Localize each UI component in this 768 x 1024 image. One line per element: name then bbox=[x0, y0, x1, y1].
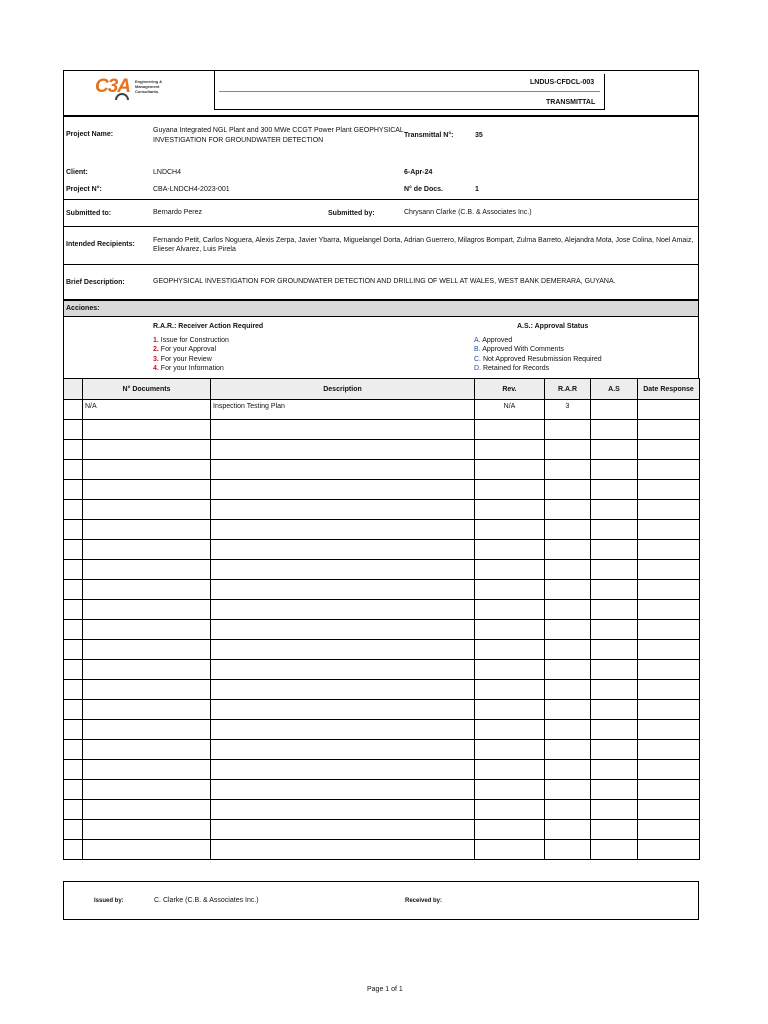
table-cell bbox=[591, 520, 638, 540]
issued-by-label: Issued by: bbox=[94, 898, 124, 904]
as-item: D. Retained for Records bbox=[474, 365, 550, 372]
table-cell: N/A bbox=[83, 400, 211, 420]
table-cell bbox=[638, 640, 700, 660]
table-cell bbox=[545, 580, 591, 600]
table-cell bbox=[475, 820, 545, 840]
table-cell bbox=[83, 780, 211, 800]
table-cell bbox=[591, 760, 638, 780]
table-cell bbox=[475, 500, 545, 520]
table-cell bbox=[545, 440, 591, 460]
table-cell bbox=[545, 740, 591, 760]
table-cell bbox=[591, 440, 638, 460]
table-row bbox=[64, 540, 700, 560]
table-cell bbox=[64, 420, 83, 440]
table-cell bbox=[64, 500, 83, 520]
table-cell bbox=[591, 740, 638, 760]
issued-by-value: C. Clarke (C.B. & Associates Inc.) bbox=[154, 897, 259, 904]
table-cell bbox=[64, 760, 83, 780]
docs-count-value: 1 bbox=[475, 186, 479, 193]
table-cell bbox=[545, 760, 591, 780]
header-divider bbox=[214, 70, 215, 110]
table-cell bbox=[591, 820, 638, 840]
table-row bbox=[64, 800, 700, 820]
table-cell bbox=[545, 720, 591, 740]
project-name-line-1: Guyana Integrated NGL Plant and 300 MWe CCGT Power Plant GEOPHYSICAL bbox=[153, 127, 404, 134]
table-row bbox=[64, 480, 700, 500]
table-cell bbox=[638, 580, 700, 600]
table-cell bbox=[83, 500, 211, 520]
table-cell bbox=[638, 780, 700, 800]
table-cell bbox=[638, 460, 700, 480]
table-cell bbox=[545, 540, 591, 560]
project-no-label: Project N°: bbox=[66, 186, 102, 193]
table-cell bbox=[591, 500, 638, 520]
table-cell bbox=[545, 620, 591, 640]
table-cell bbox=[211, 540, 475, 560]
table-cell bbox=[638, 800, 700, 820]
table-cell bbox=[591, 660, 638, 680]
table-cell bbox=[475, 740, 545, 760]
table-cell bbox=[591, 720, 638, 740]
table-cell bbox=[64, 780, 83, 800]
submitted-by-label: Submitted by: bbox=[328, 210, 375, 217]
table-cell bbox=[475, 520, 545, 540]
table-cell bbox=[545, 800, 591, 820]
table-cell bbox=[83, 540, 211, 560]
table-cell bbox=[475, 660, 545, 680]
table-cell bbox=[211, 680, 475, 700]
table-cell bbox=[545, 420, 591, 440]
table-cell bbox=[64, 800, 83, 820]
as-title: A.S.: Approval Status bbox=[517, 323, 589, 330]
table-cell bbox=[475, 680, 545, 700]
table-cell bbox=[83, 760, 211, 780]
table-cell bbox=[211, 840, 475, 860]
table-row bbox=[64, 420, 700, 440]
table-cell bbox=[638, 440, 700, 460]
table-cell bbox=[211, 500, 475, 520]
table-cell bbox=[211, 520, 475, 540]
table-cell bbox=[64, 720, 83, 740]
table-cell bbox=[64, 740, 83, 760]
as-item: B. Approved With Comments bbox=[474, 346, 564, 353]
description-value: GEOPHYSICAL INVESTIGATION FOR GROUNDWATER DETECTION AND DRILLING OF WELL AT WALES, WEST BANK DEMERARA, GUYANA. bbox=[153, 278, 616, 285]
table-cell bbox=[211, 420, 475, 440]
table-cell bbox=[64, 680, 83, 700]
table-row bbox=[64, 680, 700, 700]
header-inner-line bbox=[219, 91, 600, 92]
actions-label: Acciones: bbox=[66, 305, 100, 312]
received-by-label: Received by: bbox=[405, 898, 443, 904]
table-cell bbox=[64, 820, 83, 840]
table-cell bbox=[545, 840, 591, 860]
company-logo bbox=[95, 77, 175, 101]
table-cell bbox=[475, 620, 545, 640]
table-cell bbox=[638, 660, 700, 680]
table-cell: N/A bbox=[475, 400, 545, 420]
table-row bbox=[64, 660, 700, 680]
table-cell bbox=[638, 620, 700, 640]
table-cell bbox=[64, 520, 83, 540]
project-no-value: CBA-LNDCH4-2023-001 bbox=[153, 186, 230, 193]
table-cell bbox=[64, 640, 83, 660]
table-row bbox=[64, 440, 700, 460]
table-row bbox=[64, 600, 700, 620]
table-cell bbox=[64, 840, 83, 860]
table-row bbox=[64, 720, 700, 740]
rar-item: 3. For your Review bbox=[153, 356, 212, 363]
table-cell bbox=[83, 600, 211, 620]
table-cell bbox=[64, 540, 83, 560]
description-label: Brief Description: bbox=[66, 279, 125, 286]
table-cell bbox=[83, 480, 211, 500]
header-divider-right bbox=[604, 74, 605, 110]
document-type: TRANSMITTAL bbox=[546, 99, 596, 106]
table-cell bbox=[64, 440, 83, 460]
logo-caption-3: Consultants. bbox=[135, 89, 160, 94]
table-cell bbox=[638, 820, 700, 840]
table-cell bbox=[211, 820, 475, 840]
table-cell bbox=[545, 820, 591, 840]
table-cell bbox=[638, 420, 700, 440]
logo-caption-2: Management bbox=[135, 84, 160, 89]
table-cell bbox=[83, 680, 211, 700]
column-header: A.S bbox=[591, 379, 638, 400]
table-cell bbox=[638, 560, 700, 580]
table-cell bbox=[475, 840, 545, 860]
rar-title: R.A.R.: Receiver Action Required bbox=[153, 323, 264, 330]
table-cell bbox=[211, 720, 475, 740]
table-cell bbox=[475, 600, 545, 620]
table-cell: 3 bbox=[545, 400, 591, 420]
table-cell bbox=[545, 500, 591, 520]
table-cell bbox=[211, 560, 475, 580]
table-cell bbox=[591, 700, 638, 720]
table-cell bbox=[211, 660, 475, 680]
table-cell bbox=[591, 480, 638, 500]
as-item: A. Approved bbox=[474, 337, 513, 344]
table-cell bbox=[475, 760, 545, 780]
table-cell bbox=[64, 660, 83, 680]
table-cell bbox=[591, 400, 638, 420]
table-cell bbox=[475, 540, 545, 560]
actions-bar bbox=[63, 300, 699, 317]
table-row bbox=[64, 400, 700, 420]
project-name-line-2: INVESTIGATION FOR GROUNDWATER DETECTION bbox=[153, 137, 324, 144]
rar-item: 2. For your Approval bbox=[153, 346, 217, 353]
document-code: LNDUS-CFDCL-003 bbox=[530, 79, 595, 86]
table-row bbox=[64, 560, 700, 580]
client-value: LNDCH4 bbox=[153, 169, 182, 176]
project-name-label: Project Name: bbox=[66, 131, 114, 138]
table-cell bbox=[475, 780, 545, 800]
table-cell bbox=[64, 560, 83, 580]
table-cell bbox=[83, 620, 211, 640]
table-cell bbox=[638, 700, 700, 720]
table-cell bbox=[64, 700, 83, 720]
table-cell bbox=[545, 700, 591, 720]
table-cell bbox=[64, 600, 83, 620]
table-row bbox=[64, 640, 700, 660]
table-cell bbox=[591, 460, 638, 480]
table-row bbox=[64, 740, 700, 760]
table-cell bbox=[545, 460, 591, 480]
table-cell bbox=[638, 840, 700, 860]
table-cell bbox=[591, 580, 638, 600]
table-cell bbox=[83, 840, 211, 860]
table-cell bbox=[64, 480, 83, 500]
table-cell bbox=[83, 520, 211, 540]
table-cell bbox=[64, 620, 83, 640]
transmittal-value: 35 bbox=[475, 132, 483, 139]
rar-item: 1. Issue for Construction bbox=[153, 337, 229, 344]
submitted-to-label: Submitted to: bbox=[66, 210, 112, 217]
table-cell bbox=[638, 480, 700, 500]
table-cell bbox=[211, 620, 475, 640]
table-cell bbox=[638, 720, 700, 740]
table-row bbox=[64, 780, 700, 800]
table-cell bbox=[83, 820, 211, 840]
table-cell bbox=[211, 460, 475, 480]
divider bbox=[63, 226, 699, 227]
divider bbox=[63, 264, 699, 265]
table-cell bbox=[545, 480, 591, 500]
table-cell bbox=[591, 840, 638, 860]
table-cell bbox=[83, 560, 211, 580]
recipients-line-1: Fernando Petit, Carlos Noguera, Alexis Zerpa, Javier Ybarra, Miguelangel Dorta, Adrian Guerrero, Milagros Bompart, Zulma Barreto, Alejandra Mota, Jose Colina, Noel Amaiz, bbox=[153, 237, 694, 244]
transmittal-label: Transmittal N°: bbox=[404, 132, 454, 139]
table-cell bbox=[475, 580, 545, 600]
table-cell bbox=[475, 720, 545, 740]
table-cell bbox=[545, 660, 591, 680]
submitted-by-value: Chrysann Clarke (C.B. & Associates Inc.) bbox=[404, 209, 532, 216]
table-cell bbox=[475, 440, 545, 460]
column-header: N° Documents bbox=[83, 379, 211, 400]
as-item: C. Not Approved Resubmission Required bbox=[474, 356, 602, 363]
table-cell bbox=[83, 460, 211, 480]
table-cell bbox=[545, 600, 591, 620]
table-cell bbox=[638, 520, 700, 540]
table-cell bbox=[211, 640, 475, 660]
column-header: Description bbox=[211, 379, 475, 400]
table-cell: Inspection Testing Plan bbox=[211, 400, 475, 420]
table-cell bbox=[638, 760, 700, 780]
table-row bbox=[64, 580, 700, 600]
table-cell bbox=[475, 420, 545, 440]
table-cell bbox=[64, 580, 83, 600]
recipients-line-2: Elieser Alvarez, Luis Pirela bbox=[153, 246, 236, 253]
table-cell bbox=[83, 440, 211, 460]
gear-icon bbox=[115, 91, 129, 101]
date-value: 6-Apr-24 bbox=[404, 169, 433, 176]
table-row bbox=[64, 820, 700, 840]
table-header-row bbox=[64, 379, 700, 400]
table-cell bbox=[211, 600, 475, 620]
table-cell bbox=[83, 420, 211, 440]
table-row bbox=[64, 700, 700, 720]
column-header: Date Response bbox=[638, 379, 700, 400]
logo-caption-1: Engineering & bbox=[135, 79, 163, 84]
table-cell bbox=[591, 780, 638, 800]
client-label: Client: bbox=[66, 169, 88, 176]
table-cell bbox=[83, 800, 211, 820]
logo-mark: C3A bbox=[95, 76, 131, 97]
table-cell bbox=[211, 780, 475, 800]
table-cell bbox=[64, 460, 83, 480]
table-cell bbox=[591, 420, 638, 440]
table-cell bbox=[475, 480, 545, 500]
table-cell bbox=[211, 800, 475, 820]
table-cell bbox=[83, 740, 211, 760]
divider bbox=[63, 199, 699, 200]
table-row bbox=[64, 520, 700, 540]
table-row bbox=[64, 500, 700, 520]
table-cell bbox=[545, 560, 591, 580]
rar-item: 4. For your Information bbox=[153, 365, 224, 372]
submitted-to-value: Bernardo Perez bbox=[153, 209, 203, 216]
table-cell bbox=[211, 440, 475, 460]
table-row bbox=[64, 620, 700, 640]
table-cell bbox=[638, 740, 700, 760]
table-cell bbox=[83, 720, 211, 740]
table-cell bbox=[211, 480, 475, 500]
table-cell bbox=[475, 700, 545, 720]
documents-table bbox=[63, 378, 700, 860]
table-cell bbox=[211, 700, 475, 720]
table-cell bbox=[545, 640, 591, 660]
table-cell bbox=[83, 660, 211, 680]
table-cell bbox=[475, 460, 545, 480]
table-cell bbox=[638, 400, 700, 420]
table-cell bbox=[83, 580, 211, 600]
table-cell bbox=[638, 500, 700, 520]
table-row bbox=[64, 460, 700, 480]
table-cell bbox=[64, 400, 83, 420]
table-cell bbox=[475, 560, 545, 580]
table-cell bbox=[591, 600, 638, 620]
table-cell bbox=[83, 640, 211, 660]
table-row bbox=[64, 760, 700, 780]
table-cell bbox=[591, 540, 638, 560]
column-header: Rev. bbox=[475, 379, 545, 400]
table-row bbox=[64, 840, 700, 860]
column-header bbox=[64, 379, 83, 400]
table-cell bbox=[591, 620, 638, 640]
docs-count-label: N° de Docs. bbox=[404, 186, 443, 193]
table-cell bbox=[545, 520, 591, 540]
column-header: R.A.R bbox=[545, 379, 591, 400]
table-cell bbox=[545, 780, 591, 800]
table-cell bbox=[591, 640, 638, 660]
header-inner-bottom bbox=[214, 109, 605, 110]
table-cell bbox=[211, 740, 475, 760]
page-number: Page 1 of 1 bbox=[367, 986, 403, 993]
table-cell bbox=[591, 800, 638, 820]
table-cell bbox=[475, 640, 545, 660]
recipients-label: Intended Recipients: bbox=[66, 241, 135, 248]
table-cell bbox=[638, 680, 700, 700]
table-cell bbox=[83, 700, 211, 720]
table-cell bbox=[591, 680, 638, 700]
table-cell bbox=[638, 600, 700, 620]
table-cell bbox=[475, 800, 545, 820]
table-cell bbox=[591, 560, 638, 580]
table-cell bbox=[545, 680, 591, 700]
table-cell bbox=[638, 540, 700, 560]
table-cell bbox=[211, 760, 475, 780]
table-cell bbox=[211, 580, 475, 600]
